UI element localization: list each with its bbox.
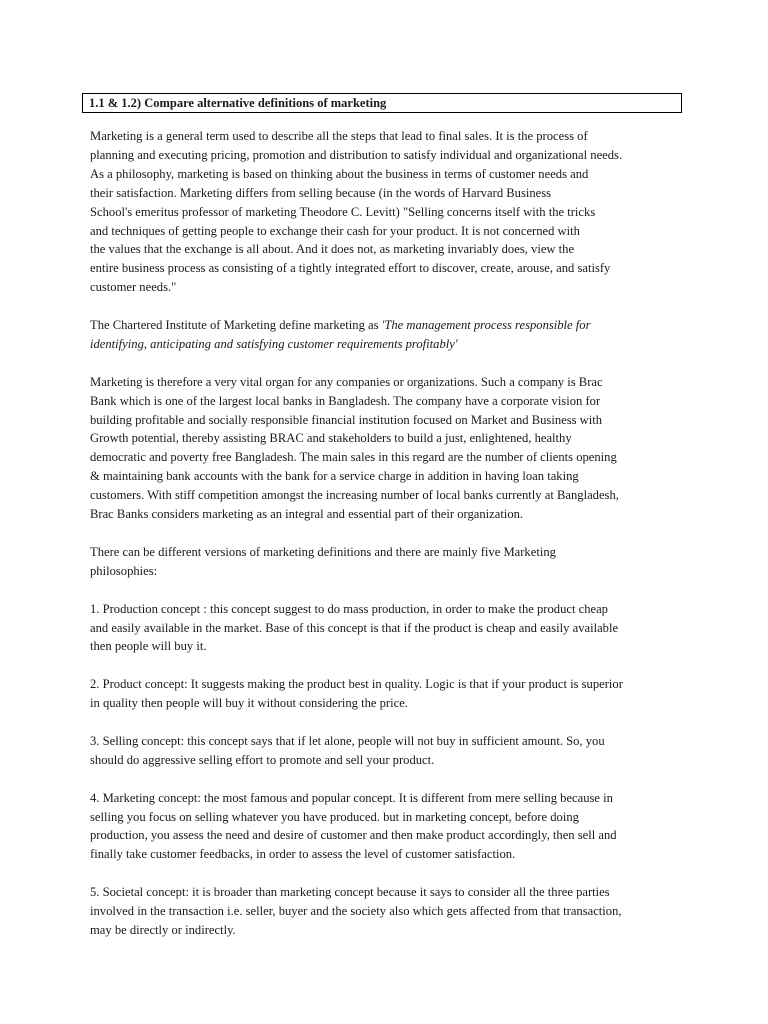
text-line: customer needs." (90, 280, 177, 295)
text-line: 4. Marketing concept: the most famous and popular concept. It is different from mere selling because in (90, 790, 613, 805)
text-line: their satisfaction. Marketing differs from selling because (in the words of Harvard Business (90, 185, 552, 200)
paragraph-brac-bank (90, 373, 690, 524)
paragraph-marketing-definition (90, 127, 690, 297)
paragraph-marketing-concept (90, 789, 690, 865)
text-line: and easily available in the market. Base of this concept is that if the product is cheap and easily available (90, 620, 619, 635)
text-line: the values that the exchange is all about. And it does not, as marketing invariably does, view the (90, 242, 575, 257)
text-line: and techniques of getting people to exchange their cash for your product. It is not concerned with (90, 223, 580, 238)
text-line: Bank which is one of the largest local banks in Bangladesh. The company have a corporate vision for (90, 393, 601, 408)
text-line: philosophies: (90, 563, 158, 578)
text-line: involved in the transaction i.e. seller, buyer and the society also which gets affected from that transaction, (90, 904, 622, 919)
text-line: As a philosophy, marketing is based on thinking about the business in terms of customer needs and (90, 166, 589, 181)
text-line: 2. Product concept: It suggests making the product best in quality. Logic is that if your product is superior (90, 677, 623, 692)
text-line: then people will buy it. (90, 639, 207, 654)
text-line: in quality then people will buy it without considering the price. (90, 696, 408, 711)
text-line: entire business process as consisting of a tightly integrated effort to discover, create, arouse, and satisfy (90, 261, 611, 276)
text-line: customers. With stiff competition amongst the increasing number of local banks currently at Bangladesh, (90, 488, 619, 503)
text-line: & maintaining bank accounts with the bank for a service charge in addition in having loan taking (90, 469, 579, 484)
text-line: Marketing is therefore a very vital organ for any companies or organizations. Such a company is Brac (90, 374, 603, 389)
document-body (90, 127, 690, 959)
text-line: democratic and poverty free Bangladesh. The main sales in this regard are the number of clients opening (90, 450, 617, 465)
text-line: production, you assess the need and desire of customer and then make product accordingly, then sell and (90, 828, 617, 843)
text-line: may be directly or indirectly. (90, 922, 236, 937)
text-line: building profitable and socially responsible financial institution focused on Market and Business with (90, 412, 603, 427)
paragraph-product-concept (90, 675, 690, 713)
text-line: There can be different versions of marketing definitions and there are mainly five Marketing (90, 544, 556, 559)
text-line: Brac Banks considers marketing as an integral and essential part of their organization. (90, 507, 524, 522)
text-line: 3. Selling concept: this concept says that if let alone, people will not buy in sufficient amount. So, you (90, 733, 605, 748)
paragraph-philosophies-intro (90, 543, 690, 581)
text-line: Marketing is a general term used to describe all the steps that lead to final sales. It is the process of (90, 129, 588, 143)
text-line (90, 316, 690, 335)
text-line: selling you focus on selling whatever you have produced. but in marketing concept, before doing (90, 809, 579, 824)
cim-prefix: The Chartered Institute of Marketing define marketing as (90, 318, 382, 333)
cim-quote: 'The management process responsible for (381, 318, 591, 333)
text-line: School's emeritus professor of marketing Theodore C. Levitt) "Selling concerns itself with the tricks (90, 204, 596, 219)
paragraph-societal-concept (90, 883, 690, 940)
text-line: 5. Societal concept: it is broader than marketing concept because it says to consider all the three parties (90, 885, 610, 900)
paragraph-cim-definition (90, 316, 690, 354)
section-heading: 1.1 & 1.2) Compare alternative definitions of marketing (82, 93, 682, 113)
paragraph-selling-concept (90, 732, 690, 770)
text-line: Growth potential, thereby assisting BRAC and stakeholders to build a just, enlightened, healthy (90, 431, 572, 446)
paragraph-production-concept (90, 600, 690, 657)
cim-quote-continued: identifying, anticipating and satisfying customer requirements profitably' (90, 336, 458, 351)
text-line: 1. Production concept : this concept suggest to do mass production, in order to make the product cheap (90, 601, 608, 616)
text-line: should do aggressive selling effort to promote and sell your product. (90, 752, 435, 767)
text-line: planning and executing pricing, promotion and distribution to satisfy individual and organizational needs. (90, 147, 623, 162)
text-line: finally take customer feedbacks, in order to assess the level of customer satisfaction. (90, 847, 516, 862)
